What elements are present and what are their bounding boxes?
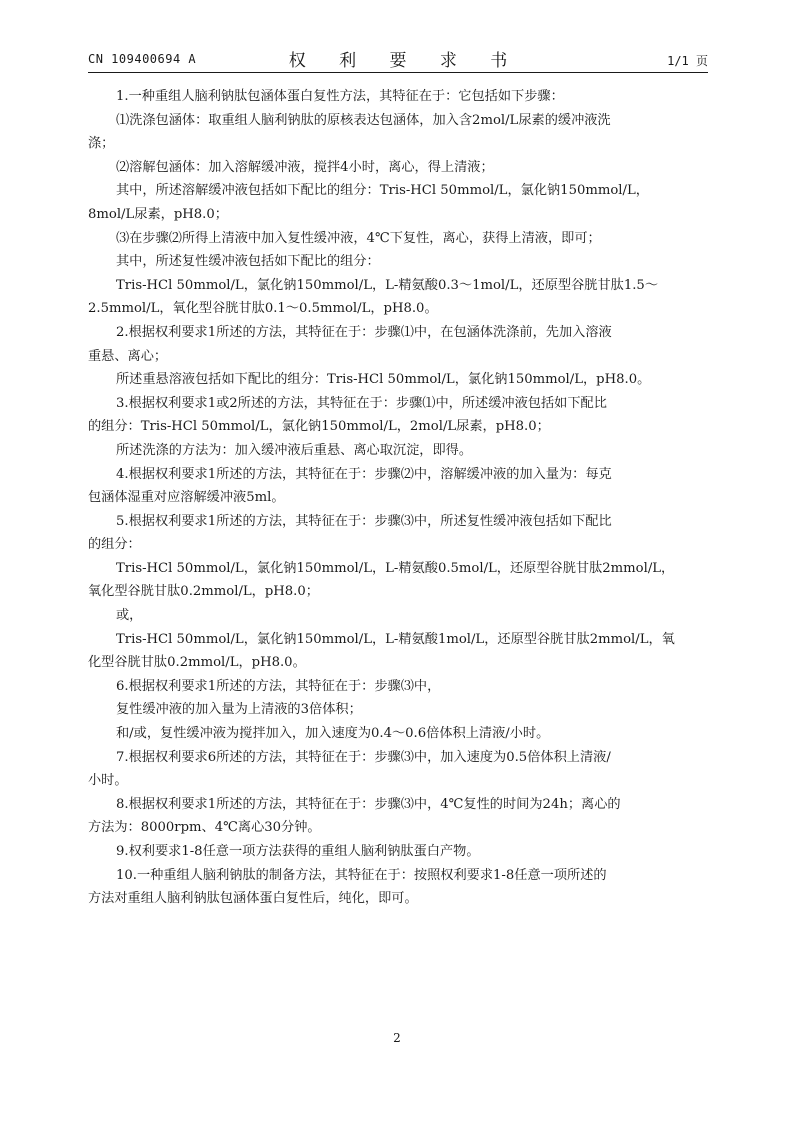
text-line: 1.一种重组人脑利钠肽包涵体蛋白复性方法，其特征在于：它包括如下步骤： xyxy=(116,89,564,104)
text-line: 8mol/L尿素，pH8.0； xyxy=(88,206,228,222)
text-line: 3.根据权利要求1或2所述的方法，其特征在于：步骤⑴中，所述缓冲液包括如下配比 xyxy=(116,395,607,411)
text-line: 所述洗涤的方法为：加入缓冲液后重悬、离心取沉淀，即得。 xyxy=(116,442,473,458)
text-line: 的组分：Tris-HCl 50mmol/L，氯化钠150mmol/L，2mol/L尿素，pH8.0； xyxy=(88,419,550,435)
text-line: 9.权利要求1-8任意一项方法获得的重组人脑利钠肽蛋白产物。 xyxy=(116,844,480,859)
text-line: 7.根据权利要求6所述的方法，其特征在于：步骤⑶中，加入速度为0.5倍体积上清液/ xyxy=(116,749,611,765)
text-line: Tris-HCl 50mmol/L，氯化钠150mmol/L，L-精氨酸1mol/L，还原型谷胱甘肽2mmol/L，氧 xyxy=(116,631,675,647)
text-line: 小时。 xyxy=(88,773,128,789)
text-line: 复性缓冲液的加入量为上清液的3倍体积； xyxy=(116,702,362,718)
publication-number: CN 109400694 A xyxy=(88,52,197,66)
text-line: ⑶在步骤⑵所得上清液中加入复性缓冲液，4℃下复性，离心，获得上清液，即可； xyxy=(116,230,601,246)
text-line: 方法为：8000rpm、4℃离心30分钟。 xyxy=(88,820,321,836)
page-header xyxy=(88,46,708,72)
text-line: 或， xyxy=(116,608,143,624)
claims-body xyxy=(88,85,708,911)
text-line: 其中，所述溶解缓冲液包括如下配比的组分：Tris-HCl 50mmol/L，氯化钠150mmol/L， xyxy=(116,183,649,199)
text-line: 化型谷胱甘肽0.2mmol/L，pH8.0。 xyxy=(88,655,306,671)
page-indicator: 1/1 页 xyxy=(667,54,708,68)
text-line: 所述重悬溶液包括如下配比的组分：Tris-HCl 50mmol/L，氯化钠150mmol/L，pH8.0。 xyxy=(116,372,651,388)
text-line: 包涵体湿重对应溶解缓冲液5ml。 xyxy=(88,490,285,506)
header-divider xyxy=(88,72,708,73)
document-title: 权 利 要 求 书 xyxy=(288,51,522,71)
text-line: 的组分： xyxy=(88,537,141,553)
text-line: 2.根据权利要求1所述的方法，其特征在于：步骤⑴中，在包涵体洗涤前，先加入溶液 xyxy=(116,324,612,340)
text-line: Tris-HCl 50mmol/L，氯化钠150mmol/L，L-精氨酸0.3～1mol/L，还原型谷胱甘肽1.5～ xyxy=(116,277,659,293)
text-line: 涤； xyxy=(88,136,115,152)
page-number: 2 xyxy=(393,1031,401,1045)
text-line: ⑴洗涤包涵体：取重组人脑利钠肽的原核表达包涵体，加入含2mol/L尿素的缓冲液洗 xyxy=(116,112,611,128)
text-line: ⑵溶解包涵体：加入溶解缓冲液，搅拌4小时，离心，得上清液； xyxy=(116,159,494,175)
text-line: 4.根据权利要求1所述的方法，其特征在于：步骤⑵中，溶解缓冲液的加入量为：每克 xyxy=(116,466,612,482)
text-line: 2.5mmol/L，氧化型谷胱甘肽0.1～0.5mmol/L，pH8.0。 xyxy=(88,301,438,317)
text-line: 和/或，复性缓冲液为搅拌加入，加入速度为0.4～0.6倍体积上清液/小时。 xyxy=(116,726,550,742)
text-line: 5.根据权利要求1所述的方法，其特征在于：步骤⑶中，所述复性缓冲液包括如下配比 xyxy=(116,513,612,529)
text-line: 方法对重组人脑利钠肽包涵体蛋白复性后，纯化，即可。 xyxy=(88,891,418,907)
text-line: Tris-HCl 50mmol/L，氯化钠150mmol/L，L-精氨酸0.5mol/L，还原型谷胱甘肽2mmol/L， xyxy=(116,560,675,576)
text-line: 6.根据权利要求1所述的方法，其特征在于：步骤⑶中， xyxy=(116,678,441,694)
text-line: 重悬、离心； xyxy=(88,348,168,364)
text-line: 8.根据权利要求1所述的方法，其特征在于：步骤⑶中，4℃复性的时间为24h；离心的 xyxy=(116,796,621,812)
text-line: 10.一种重组人脑利钠肽的制备方法，其特征在于：按照权利要求1-8任意一项所述的 xyxy=(116,867,607,883)
text-line: 其中，所述复性缓冲液包括如下配比的组分： xyxy=(116,254,380,270)
text-line: 氧化型谷胱甘肽0.2mmol/L，pH8.0； xyxy=(88,584,319,600)
